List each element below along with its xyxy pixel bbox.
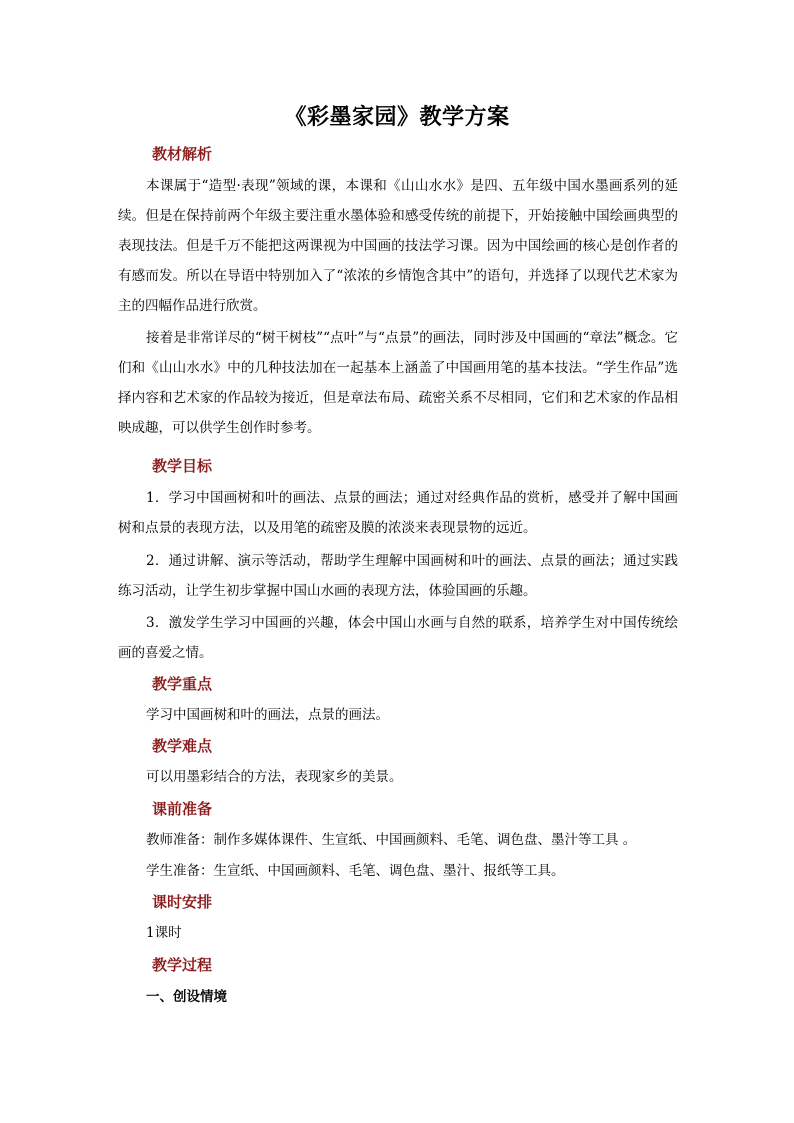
key-points-text: 学习中国画树和叶的画法，点景的画法。 bbox=[146, 707, 389, 723]
objective-item-1: 1．学习中国画树和叶的画法、点景的画法；通过对经典作品的赏析，感受并了解中国画树和点景的表现方法，以及用笔的疏密及膜的浓淡来表现景物的远近。 bbox=[118, 490, 678, 536]
section-heading-objectives: 教学目标 bbox=[152, 457, 213, 475]
student-preparation-text: 学生准备：生宣纸、中国画颜料、毛笔、调色盘、墨汁、报纸等工具。 bbox=[146, 863, 565, 879]
section-heading-analysis: 教材解析 bbox=[152, 145, 213, 163]
schedule-text: 1课时 bbox=[146, 925, 182, 941]
process-step-1: 一、创设情境 bbox=[146, 989, 227, 1005]
section-heading-preparation: 课前准备 bbox=[152, 800, 213, 818]
section-heading-difficulties: 教学难点 bbox=[152, 737, 213, 755]
section-heading-schedule: 课时安排 bbox=[152, 893, 213, 911]
section-heading-key-points: 教学重点 bbox=[152, 675, 213, 693]
teacher-preparation-text: 教师准备：制作多媒体课件、生宣纸、中国画颜料、毛笔、调色盘、墨汁等工具 。 bbox=[146, 832, 637, 848]
objective-item-3: 3．激发学生学习中国画的兴趣，体会中国山水画与自然的联系，培养学生对中国传统绘画的喜爱之情。 bbox=[118, 615, 678, 661]
analysis-paragraph-1: 本课属于“造型·表现”领域的课，本课和《山山水水》是四、五年级中国水墨画系列的延续。但是在保持前两个年级主要注重水墨体验和感受传统的前提下，开始接触中国绘画典型的表现技法。但是千万不能把这两课视为中国画的技法学习课。因为中国绘画的核心是创作者的有感而发。所以在导语中特别加入了“浓浓的乡情饱含其中”的语句，并选择了以现代艺术家为主的四幅作品进行欣赏。 bbox=[118, 178, 678, 314]
analysis-paragraph-2: 接着是非常详尽的“树干树枝”“点叶”与“点景”的画法，同时涉及中国画的“章法”概念。它们和《山山水水》中的几种技法加在一起基本上涵盖了中国画用笔的基本技法。“学生作品”选择内容和艺术家的作品较为接近，但是章法布局、疏密关系不尽相同，它们和艺术家的作品相映成趣，可以供学生创作时参考。 bbox=[118, 330, 678, 436]
objective-item-2: 2．通过讲解、演示等活动，帮助学生理解中国画树和叶的画法、点景的画法；通过实践练习活动，让学生初步掌握中国山水画的表现方法，体验国画的乐趣。 bbox=[118, 553, 678, 599]
difficulties-text: 可以用墨彩结合的方法，表现家乡的美景。 bbox=[146, 769, 403, 785]
section-heading-process: 教学过程 bbox=[152, 956, 213, 974]
document-title: 《彩墨家园》教学方案 bbox=[284, 104, 510, 130]
